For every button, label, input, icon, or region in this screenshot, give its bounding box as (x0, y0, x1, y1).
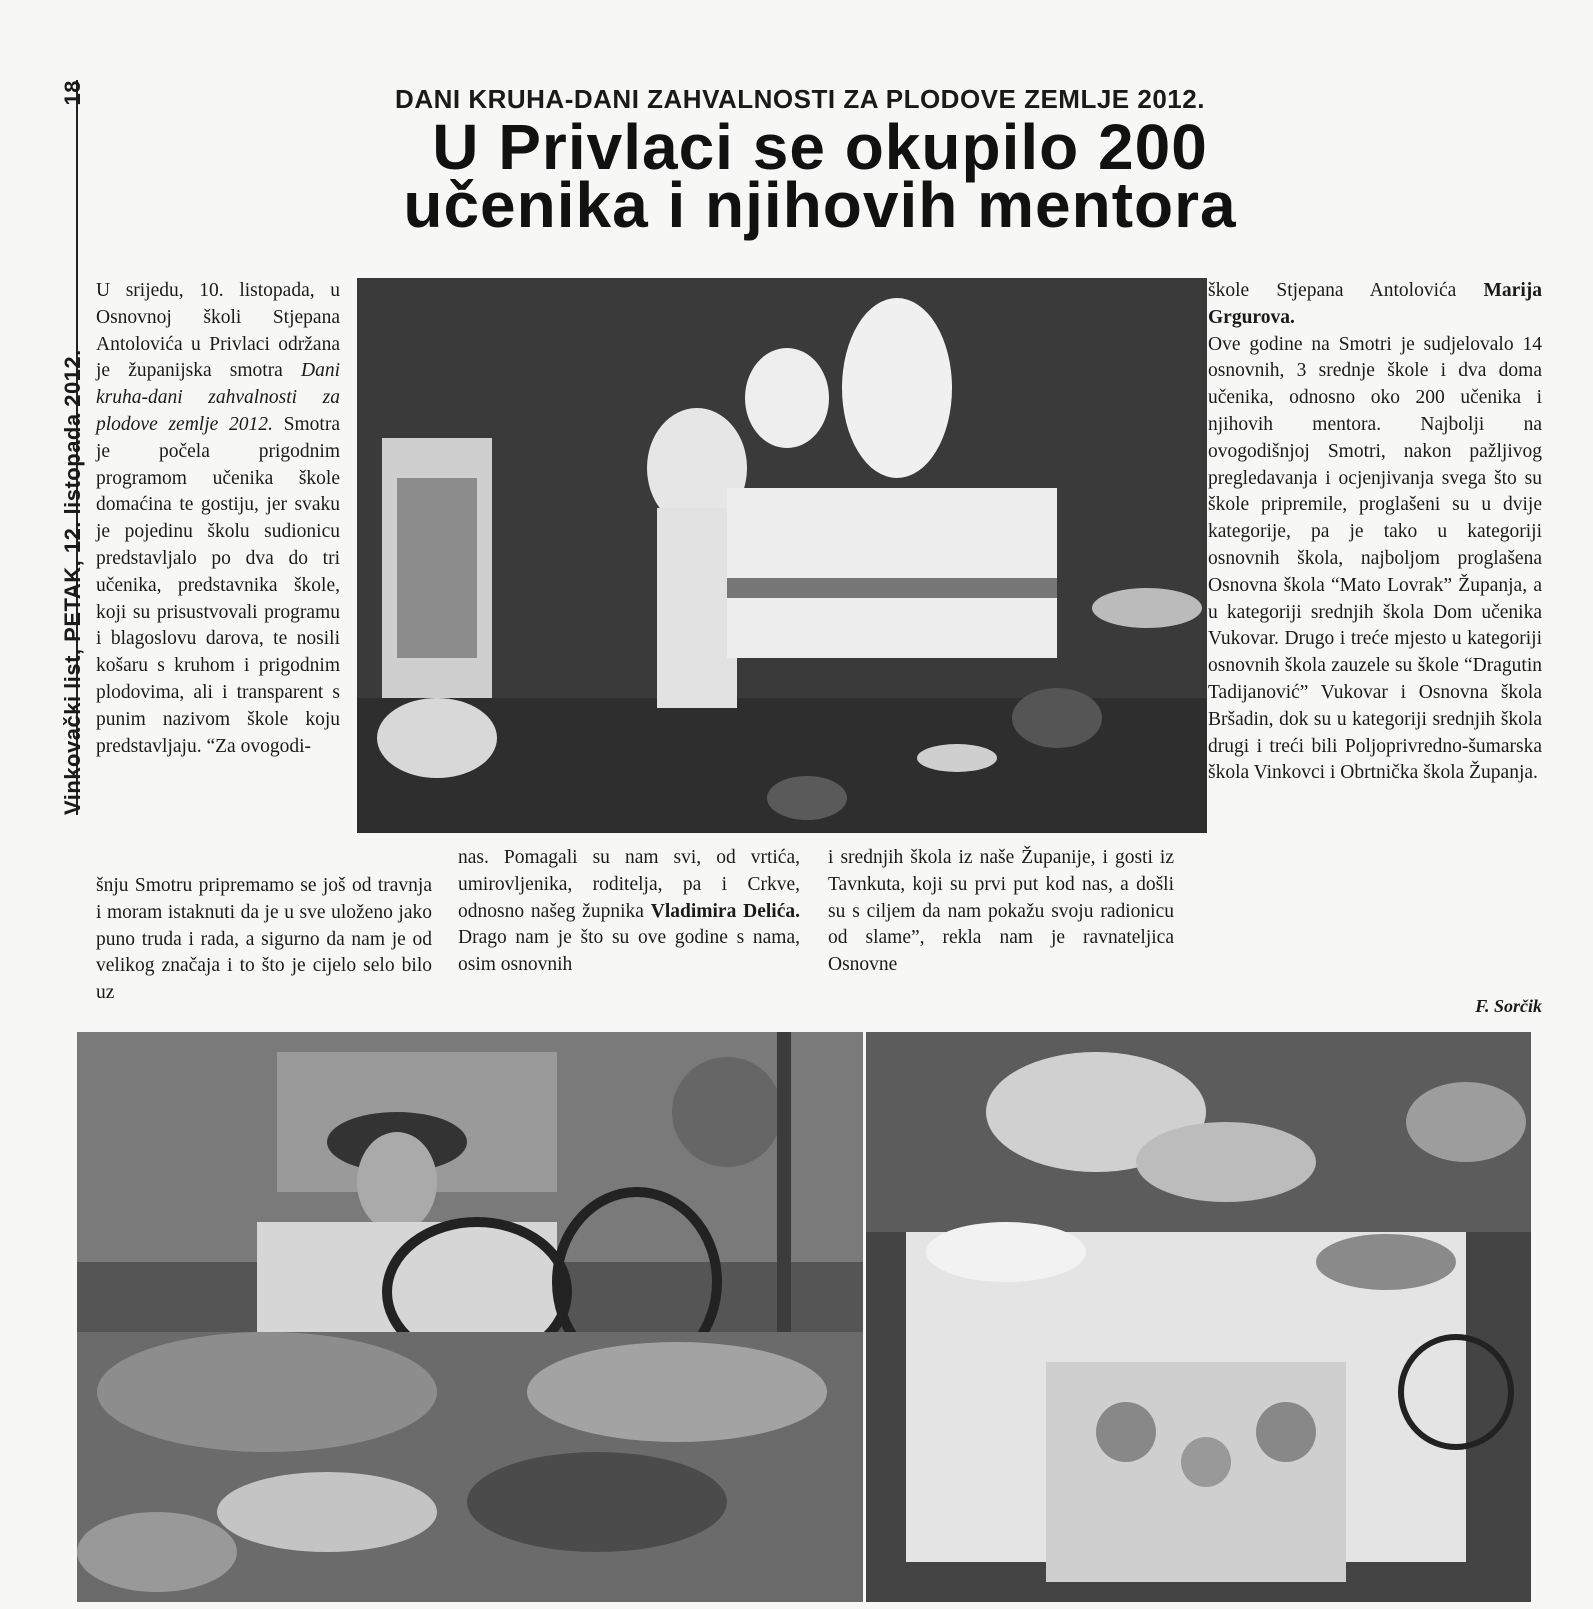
priest-name: Vladimira Delića. (650, 900, 801, 922)
sidebar-issue-label (60, 80, 86, 815)
article-column-1-continued: šnju Smotru pripremamo se još od travnja i moram istaknuti da je u sve uloženo jako puno truda i rada, a sigurno da nam je od velikog značaja i to što je cijelo selo bilo uz (96, 875, 432, 1004)
photo-boy-with-baskets-image (77, 1032, 863, 1602)
author-byline: F. Sorčik (1475, 996, 1542, 1016)
column-4-text: škole Stjepana Antolovića (1208, 280, 1484, 301)
event-name: Dani kruha-dani zahvalnosti za plodove zemlje 2012. (96, 360, 340, 435)
column-1-text-cont: Smotra je počela prigodnim programom učenika škole domaćina te gostiju, jer svaku je pojedinu školu sudionicu predstavljalo po dva do tri učenika, predstavnika škole, koji su prisustvovali programu i blagoslovu darova, te nosili košaru s kruhom i prigodnim plodovima, ali i transparent s punim nazivom škole koju predstavljaju. “Za ovogodi- (96, 413, 340, 757)
page-number: 18 (60, 80, 85, 106)
article-column-1 (96, 278, 340, 760)
headline-line-2: učenika i njihovih mentora (403, 169, 1237, 241)
photo-boy-with-baskets (77, 1032, 863, 1602)
photo-bread-making-image (357, 278, 1207, 833)
article-column-2 (458, 845, 800, 979)
photo-bread-display-table-image (866, 1032, 1531, 1602)
publication-date-line: Vinkovački list, PETAK, 12. listopada 2012. (60, 349, 85, 815)
column-4-text-cont: Ove godine na Smotri je sudjelovalo 14 osnovnih, 3 srednje škole i dva doma učenika, odnosno oko 200 učenika i njihovih mentora. Najbolji na ovogodišnjoj Smotri, nakon pažljivog pregledavanja i ocjenjivanja svega što su škole pripremile, proglašeni su u dvije kategorije, pa je tako u kategoriji osnovnih škola, najboljom proglašena Osnovna škola “Mato Lovrak” Županja, a u kategoriji srednjih škola Dom učenika Vukovar. Drugo i treće mjesto u kategoriji osnovnih škola zauzele su škole “Dragutin Tadijanović” Vukovar i Osnovna škola Bršadin, dok su u kategoriji srednjih škola drugi i treći bili Poljoprivredno-šumarska škola Vinkovci i Obrtnička škola Županja. (1208, 333, 1542, 784)
principal-name: Marija Grgurova. (1208, 280, 1542, 328)
headline-line-1: U Privlaci se okupilo 200 (432, 111, 1208, 183)
photo-bread-display-table (866, 1032, 1531, 1602)
column-2-text: nas. Pomagali su nam svi, od vrtića, umirovljenika, roditelja, pa i Crkve, odnosno našeg župnika (458, 847, 800, 922)
article-column-3: i srednjih škola iz naše Županije, i gosti iz Tavnkuta, koji su prvi put kod nas, a došli su s ciljem da nam pokažu svoju radionicu od slame”, rekla nam je ravnateljica Osnovne (828, 847, 1174, 976)
article-column-4 (1208, 278, 1542, 787)
photo-bread-making (357, 278, 1207, 833)
column-2-text-cont: Drago nam je što su ove godine s nama, osim osnovnih (458, 927, 800, 976)
article-headline (120, 111, 1520, 241)
column-1-text: U srijedu, 10. listopada, u Osnovnoj školi Stjepana Antolovića u Privlaci održana je županijska smotra (96, 280, 340, 382)
article-kicker: DANI KRUHA-DANI ZAHVALNOSTI ZA PLODOVE ZEMLJE 2012. (395, 84, 1205, 114)
